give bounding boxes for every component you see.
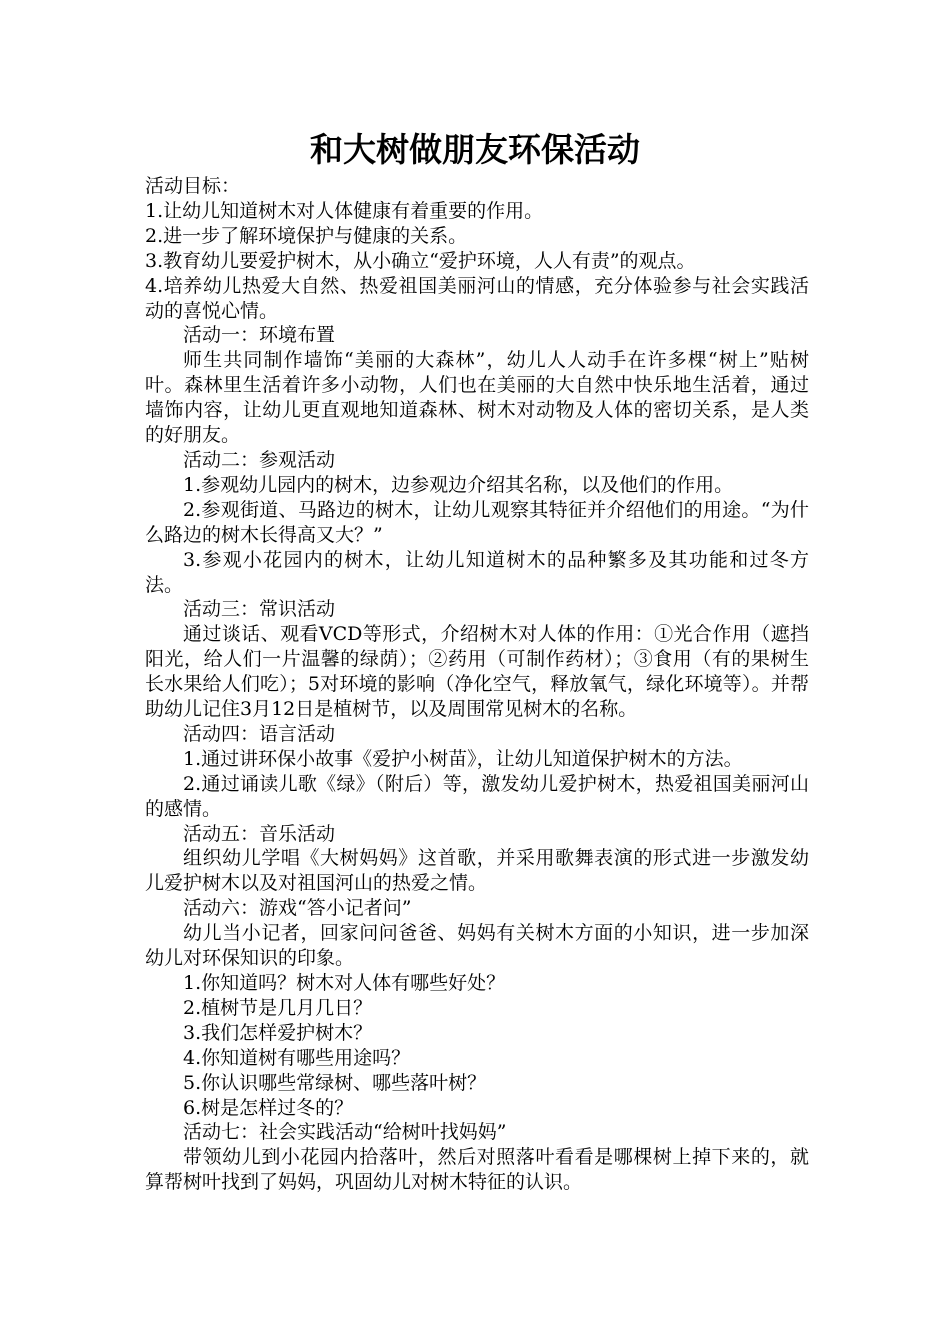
paragraph: 1.参观幼儿园内的树木，边参观边介绍其名称，以及他们的作用。 <box>183 473 734 496</box>
paragraph: 4.培养幼儿热爱大自然、热爱祖国美丽河山的情感，充分体验参与社会实践活动的喜悦心情。 <box>145 274 809 322</box>
paragraph: 3.参观小花园内的树木，让幼儿知道树木的品种繁多及其功能和过冬方法。 <box>145 548 809 596</box>
paragraph: 组织幼儿学唱《大树妈妈》这首歌，并采用歌舞表演的形式进一步激发幼儿爱护树木以及对祖国河山的热爱之情。 <box>145 847 809 895</box>
paragraph: 幼儿当小记者，回家问问爸爸、妈妈有关树木方面的小知识，进一步加深幼儿对环保知识的印象。 <box>145 922 809 970</box>
paragraph: 5.你认识哪些常绿树、哪些落叶树？ <box>183 1071 487 1094</box>
paragraph: 1.通过讲环保小故事《爱护小树苗》，让幼儿知道保护树木的方法。 <box>183 747 743 770</box>
paragraph: 2.参观街道、马路边的树木，让幼儿观察其特征并介绍他们的用途。“为什么路边的树木长得高又大？” <box>145 498 809 546</box>
paragraph: 带领幼儿到小花园内拾落叶，然后对照落叶看看是哪棵树上掉下来的，就算帮树叶找到了妈妈，巩固幼儿对树木特征的认识。 <box>145 1146 809 1194</box>
paragraph: 活动三：常识活动 <box>183 598 336 621</box>
paragraph: 活动一：环境布置 <box>183 324 336 347</box>
paragraph: 3.教育幼儿要爱护树木，从小确立“爱护环境，人人有责”的观点。 <box>145 249 696 272</box>
paragraph: 3.我们怎样爱护树木？ <box>183 1021 373 1044</box>
paragraph: 活动七：社会实践活动“给树叶找妈妈” <box>183 1121 507 1144</box>
paragraph: 2.进一步了解环境保护与健康的关系。 <box>145 224 468 247</box>
paragraph: 师生共同制作墙饰“美丽的大森林”，幼儿人人动手在许多棵“树上”贴树叶。森林里生活着许多小动物，人们也在美丽的大自然中快乐地生活着，通过墙饰内容，让幼儿更直观地知道森林、树木对动物及人体的密切关系，是人类的好朋友。 <box>145 349 809 447</box>
document-body <box>145 174 809 1195</box>
paragraph: 1.你知道吗？树木对人体有哪些好处？ <box>183 972 506 994</box>
paragraph: 活动四：语言活动 <box>183 722 336 745</box>
paragraph: 活动五：音乐活动 <box>183 822 336 845</box>
paragraph: 2.通过诵读儿歌《绿》（附后）等，激发幼儿爱护树木，热爱祖国美丽河山的感情。 <box>145 772 809 820</box>
document-title: 和大树做朋友环保活动 <box>310 130 640 169</box>
paragraph: 6.树是怎样过冬的？ <box>183 1096 354 1119</box>
paragraph: 4.你知道树有哪些用途吗？ <box>183 1046 411 1069</box>
paragraph: 通过谈话、观看VCD等形式，介绍树木对人体的作用：①光合作用（遮挡阳光，给人们一片温馨的绿荫）；②药用（可制作药材）；③食用（有的果树生长水果给人们吃）；5对环境的影响（净化空气，释放氧气，绿化环境等）。并帮助幼儿记住3月12日是植树节，以及周围常见树木的名称。 <box>145 623 809 721</box>
paragraph: 2.植树节是几月几日？ <box>183 996 373 1019</box>
paragraph: 活动二：参观活动 <box>183 448 336 471</box>
paragraph: 活动目标： <box>145 175 241 197</box>
paragraph: 活动六：游戏“答小记者问” <box>183 897 412 920</box>
paragraph: 1.让幼儿知道树木对人体健康有着重要的作用。 <box>145 199 544 222</box>
